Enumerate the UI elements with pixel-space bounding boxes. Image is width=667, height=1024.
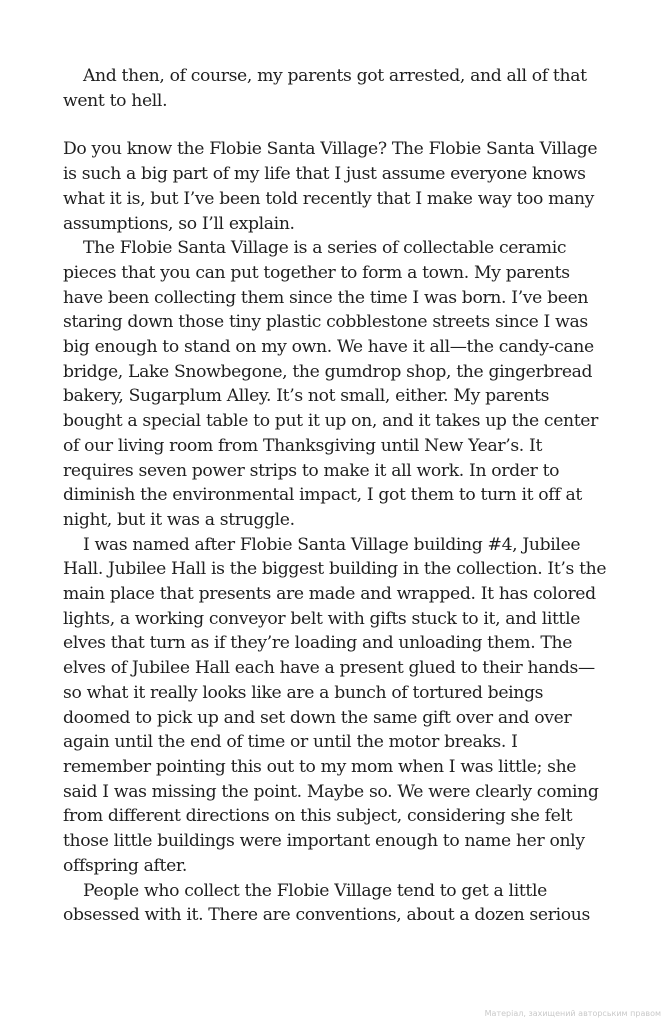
section-break	[63, 113, 609, 137]
body-text	[63, 64, 609, 928]
paragraph-jubilee-hall: I was named after Flobie Santa Village building #4, Jubilee Hall. Jubilee Hall is the biggest building in the collection. It’s the main place that presents are made and wrapped. It has colored lights, a working conveyor belt with gifts stuck to it, and little elves that turn as if they’re loading and unloading them. The elves of Jubilee Hall each have a present glued to their hands—so what it really looks like are a bunch of tortured beings doomed to pick up and set down the same gift over and over again until the end of time or until the motor breaks. I remember pointing this out to my mom when I was little; she said I was missing the point. Maybe so. We were clearly coming from different directions on this subject, considering she felt those little buildings were important enough to name her only offspring after.	[63, 534, 607, 876]
copyright-watermark: Матеріал, захищений авторським правом	[484, 1009, 661, 1018]
paragraph-section-opening: Do you know the Flobie Santa Village? The Flobie Santa Village is such a big part of my life that I just assume everyone knows what it is, but I’ve been told recently that I make way too many assumptions, so I’ll explain.	[63, 139, 598, 234]
paragraph-closing-line: And then, of course, my parents got arrested, and all of that went to hell.	[63, 66, 587, 111]
paragraph-village-description: The Flobie Santa Village is a series of collectable ceramic pieces that you can put together to form a town. My parents have been collecting them since the time I was born. I’ve been staring down those tiny plastic cobblestone streets since I was big enough to stand on my own. We have it all—the candy-cane bridge, Lake Snowbegone, the gumdrop shop, the gingerbread bakery, Sugarplum Alley. It’s not small, either. My parents bought a special table to put it up on, and it takes up the center of our living room from Thanksgiving until New Year’s. It requires seven power strips to make it all work. In order to diminish the environmental impact, I got them to turn it off at night, but it was a struggle.	[63, 238, 598, 530]
paragraph-collectors: People who collect the Flobie Village tend to get a little obsessed with it. There are conventions, about a dozen serious	[63, 880, 590, 926]
